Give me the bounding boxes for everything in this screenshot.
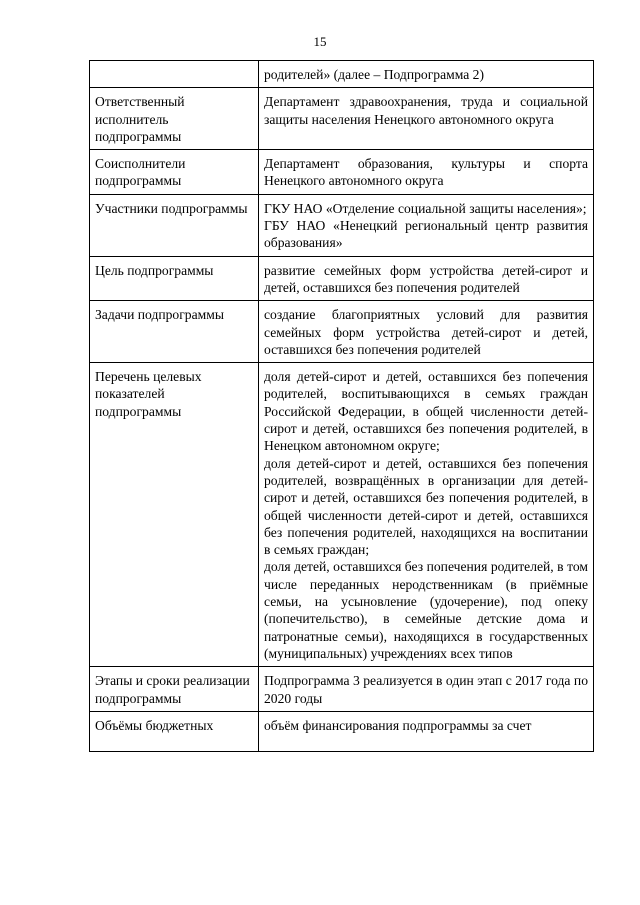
value-paragraph: создание благоприятных условий для развития семейных форм устройства детей-сирот и детей, оставшихся без попечения родителей bbox=[264, 307, 588, 357]
row-value bbox=[259, 363, 594, 667]
value-paragraph: Департамент образования, культуры и спорта Ненецкого автономного округа bbox=[264, 156, 588, 189]
value-paragraph: развитие семейных форм устройства детей-сирот и детей, оставшихся без попечения родителей bbox=[264, 262, 588, 295]
row-value bbox=[259, 150, 594, 195]
table-row-goal bbox=[90, 256, 594, 301]
value-paragraph: доля детей-сирот и детей, оставшихся без попечения родителей, возвращённых в организации для детей-сирот и детей, оставшихся без попечения родителей, в общей численности детей-сирот и детей, оставшихся без попечения родителей, находящихся на воспитании в семьях граждан; bbox=[264, 455, 588, 558]
table-row-tasks bbox=[90, 301, 594, 363]
table-row-co-executors bbox=[90, 150, 594, 195]
table-row-continuation bbox=[90, 61, 594, 88]
value-paragraph: ГКУ НАО «Отделение социальной защиты населения»; bbox=[264, 200, 587, 216]
row-value bbox=[259, 194, 594, 256]
page-number: 15 bbox=[313, 34, 327, 49]
table-row-stages-and-terms bbox=[90, 667, 594, 712]
value-paragraph: доля детей, оставшихся без попечения родителей, в том числе переданных неродственникам (в приёмные семьи, на усыновление (удочерение), под опеку (попечительство), в семейные детские дома и патронатные семьи), находящихся в государственных (муниципальных) учреждениях всех типов bbox=[264, 559, 588, 661]
value-paragraph: родителей» (далее – Подпрограмма 2) bbox=[264, 67, 484, 82]
subprogram-passport-table bbox=[89, 60, 594, 752]
table-row-participants bbox=[90, 194, 594, 256]
value-paragraph: доля детей-сирот и детей, оставшихся без попечения родителей, воспитывающихся в семьях граждан Российской Федерации, в общей численности детей-сирот и детей, оставшихся без попечения родителей, в Ненецком автономном округе; bbox=[264, 369, 588, 454]
row-label: Перечень целевых показателей подпрограммы bbox=[90, 363, 259, 667]
row-value bbox=[259, 711, 594, 751]
value-paragraph: ГБУ НАО «Ненецкий региональный центр развития образования» bbox=[264, 218, 588, 251]
row-label: Соисполнители подпрограммы bbox=[90, 150, 259, 195]
row-label: Этапы и сроки реализации подпрограммы bbox=[90, 667, 259, 712]
row-value bbox=[259, 667, 594, 712]
table-row-budget-volumes bbox=[90, 711, 594, 751]
row-label: Ответственный исполнитель подпрограммы bbox=[90, 88, 259, 150]
row-label: Участники подпрограммы bbox=[90, 194, 259, 256]
row-label: Задачи подпрограммы bbox=[90, 301, 259, 363]
row-value bbox=[259, 256, 594, 301]
row-value bbox=[259, 61, 594, 88]
value-paragraph: Подпрограмма 3 реализуется в один этап с 2017 года по 2020 годы bbox=[264, 673, 588, 706]
row-label: Объёмы бюджетных bbox=[90, 711, 259, 751]
row-label: Цель подпрограммы bbox=[90, 256, 259, 301]
row-label bbox=[90, 61, 259, 88]
row-value bbox=[259, 88, 594, 150]
table-row-target-indicators bbox=[90, 363, 594, 667]
table-row-responsible-executor bbox=[90, 88, 594, 150]
row-value bbox=[259, 301, 594, 363]
value-paragraph: Департамент здравоохранения, труда и социальной защиты населения Ненецкого автономного округа bbox=[264, 94, 588, 127]
value-paragraph: объём финансирования подпрограммы за счет bbox=[264, 717, 532, 733]
